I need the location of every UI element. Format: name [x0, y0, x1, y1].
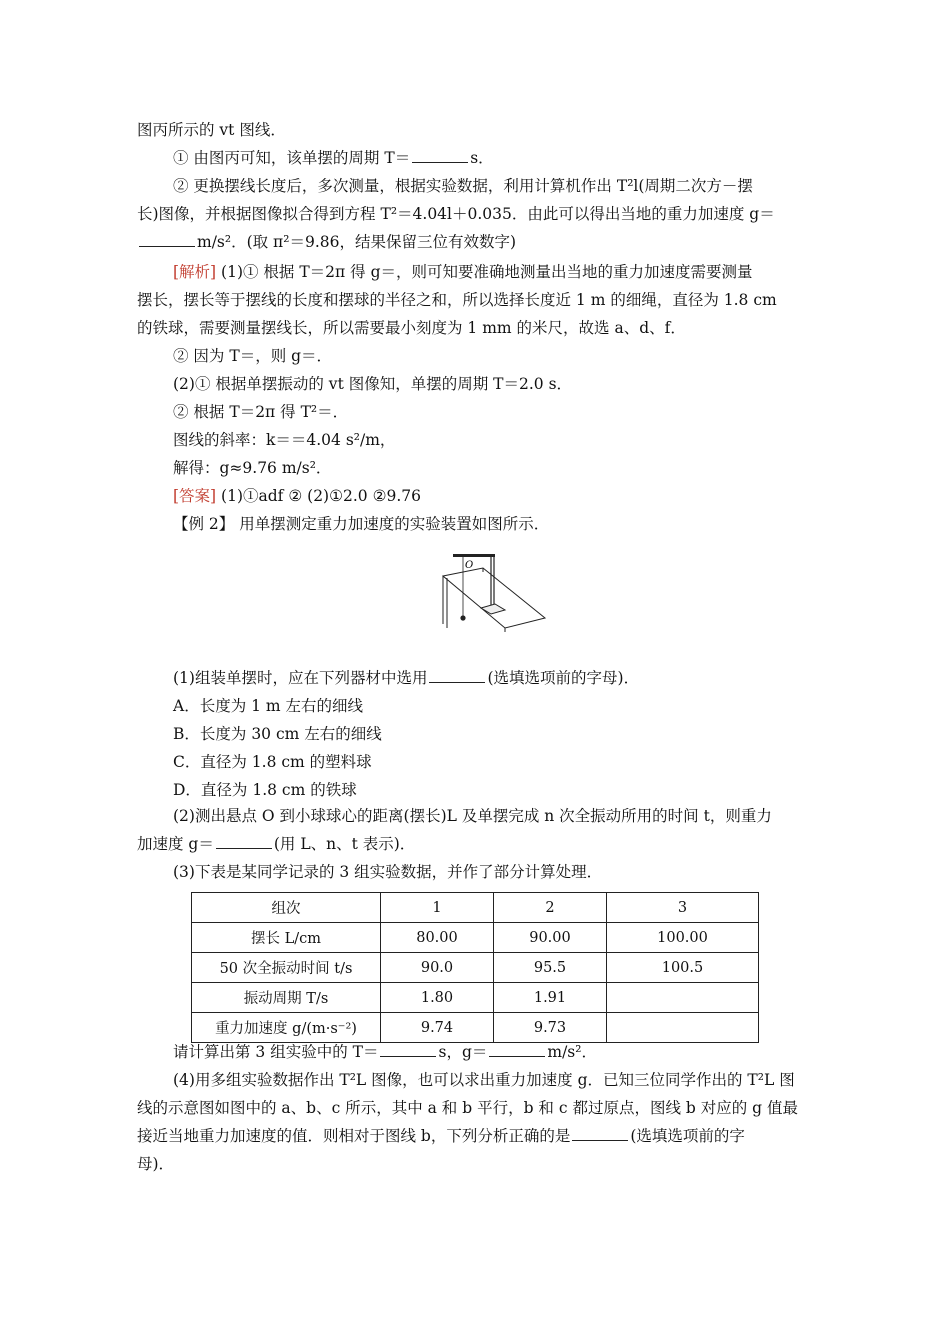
example-title: 【例 2】 用单摆测定重力加速度的实验装置如图所示． — [173, 515, 550, 533]
table-cell: 摆长 L/cm — [192, 923, 381, 953]
analysis-line: 解得：g≈9.76 m/s²． — [173, 459, 332, 477]
table-header-cell: 组次 — [192, 893, 381, 923]
answer-tag: [答案] — [173, 487, 217, 505]
table-cell — [607, 1013, 759, 1043]
table-cell: 95.5 — [494, 953, 607, 983]
table-cell: 重力加速度 g/(m·s⁻²) — [192, 1013, 381, 1043]
question-line — [137, 834, 415, 854]
text-line: 长)图像，并根据图像拟合得到方程 T²＝4.04l＋0.035．由此可以得出当地的重力加速度 g＝ — [137, 205, 775, 223]
table-cell — [607, 983, 759, 1013]
text-segment: 接近当地重力加速度的值．则相对于图线 b，下列分析正确的是 — [137, 1127, 571, 1145]
text-segment: (1)组装单摆时，应在下列器材中选用 — [173, 669, 428, 687]
option-b: B．长度为 30 cm 左右的细线 — [173, 725, 382, 743]
text-segment: (用 L、n、t 表示)． — [273, 835, 416, 853]
text-segment: 请计算出第 3 组实验中的 T＝ — [173, 1043, 379, 1061]
answer-blank — [380, 1042, 436, 1057]
table-cell: 90.00 — [494, 923, 607, 953]
analysis-tag: [解析] — [173, 263, 217, 281]
table-cell: 50 次全振动时间 t/s — [192, 953, 381, 983]
table-cell: 9.73 — [494, 1013, 607, 1043]
table-cell: 100.5 — [607, 953, 759, 983]
text-line — [173, 148, 494, 168]
question-line: (3)下表是某同学记录的 3 组实验数据，并作了部分计算处理． — [173, 863, 603, 881]
question-line — [173, 1042, 597, 1062]
table-cell: 100.00 — [607, 923, 759, 953]
table-cell: 1.91 — [494, 983, 607, 1013]
text-segment: (选填选项前的字 — [630, 1127, 745, 1145]
answer-blank — [412, 148, 468, 163]
answer-blank — [139, 232, 195, 247]
analysis-line: ② 因为 T＝，则 g＝． — [173, 347, 333, 365]
question-line: 母)． — [137, 1155, 175, 1173]
option-c: C．直径为 1.8 cm 的塑料球 — [173, 753, 372, 771]
text-segment: ① 由图丙可知，该单摆的周期 T＝ — [173, 149, 411, 167]
question-line — [137, 1126, 745, 1146]
option-d: D．直径为 1.8 cm 的铁球 — [173, 781, 357, 799]
answer-blank — [216, 834, 272, 849]
table-header-cell: 2 — [494, 893, 607, 923]
table-row — [192, 1013, 759, 1043]
answer-blank — [429, 668, 485, 683]
table-cell: 1.80 — [381, 983, 494, 1013]
question-line: (4)用多组实验数据作出 T²L 图像，也可以求出重力加速度 g．已知三位同学作出的 T²L 图 — [173, 1071, 795, 1089]
question-line — [173, 668, 639, 688]
data-table — [191, 892, 759, 1043]
answer-blank — [489, 1042, 545, 1057]
text-segment: (1)① 根据 T＝2π 得 g＝，则可知要准确地测量出当地的重力加速度需要测量 — [216, 263, 753, 281]
analysis-line: 摆长，摆长等于摆线的长度和摆球的半径之和，所以选择长度近 1 m 的细绳，直径为 1.8 cm — [137, 291, 777, 309]
option-a: A．长度为 1 m 左右的细线 — [173, 697, 364, 715]
text-line — [137, 232, 516, 252]
question-line: (2)测出悬点 O 到小球球心的距离(摆长)L 及单摆完成 n 次全振动所用的时间 t，则重力 — [173, 807, 772, 825]
answer-line — [173, 486, 421, 506]
pivot-label: O — [465, 560, 474, 571]
table-header-cell: 1 — [381, 893, 494, 923]
table-cell: 振动周期 T/s — [192, 983, 381, 1013]
analysis-line — [173, 262, 753, 282]
text-segment: m/s²． — [547, 1043, 597, 1061]
text-segment: s，g＝ — [438, 1043, 488, 1061]
table-row — [192, 953, 759, 983]
text-segment: m/s²．(取 π²＝9.86，结果保留三位有效数字) — [197, 233, 517, 251]
pendulum-apparatus-illustration — [435, 548, 555, 633]
analysis-line: 图线的斜率：k＝＝4.04 s²/m， — [173, 431, 396, 449]
table-cell: 9.74 — [381, 1013, 494, 1043]
analysis-line: 的铁球，需要测量摆线长，所以需要最小刻度为 1 mm 的米尺，故选 a、d、f． — [137, 319, 686, 337]
table-header-cell: 3 — [607, 893, 759, 923]
table-row — [192, 923, 759, 953]
text-segment: 加速度 g＝ — [137, 835, 214, 853]
table-header-row — [192, 893, 759, 923]
table-row — [192, 983, 759, 1013]
text-segment: (选填选项前的字母)． — [487, 669, 640, 687]
analysis-line: ② 根据 T＝2π 得 T²＝． — [173, 403, 349, 421]
text-line: ② 更换摆线长度后，多次测量，根据实验数据，利用计算机作出 T²l(周期二次方－摆 — [173, 177, 753, 195]
text-line: 图丙所示的 vt 图线． — [137, 121, 286, 139]
table-cell: 90.0 — [381, 953, 494, 983]
question-line: 线的示意图如图中的 a、b、c 所示，其中 a 和 b 平行，b 和 c 都过原点，图线 b 对应的 g 值最 — [137, 1099, 799, 1117]
text-segment: (1)①adf ② (2)①2.0 ②9.76 — [216, 487, 421, 505]
table-cell: 80.00 — [381, 923, 494, 953]
text-segment: s． — [470, 149, 494, 167]
answer-blank — [572, 1126, 628, 1141]
pendulum-figure — [435, 548, 555, 637]
analysis-line: (2)① 根据单摆振动的 vt 图像知，单摆的周期 T＝2.0 s． — [173, 375, 573, 393]
